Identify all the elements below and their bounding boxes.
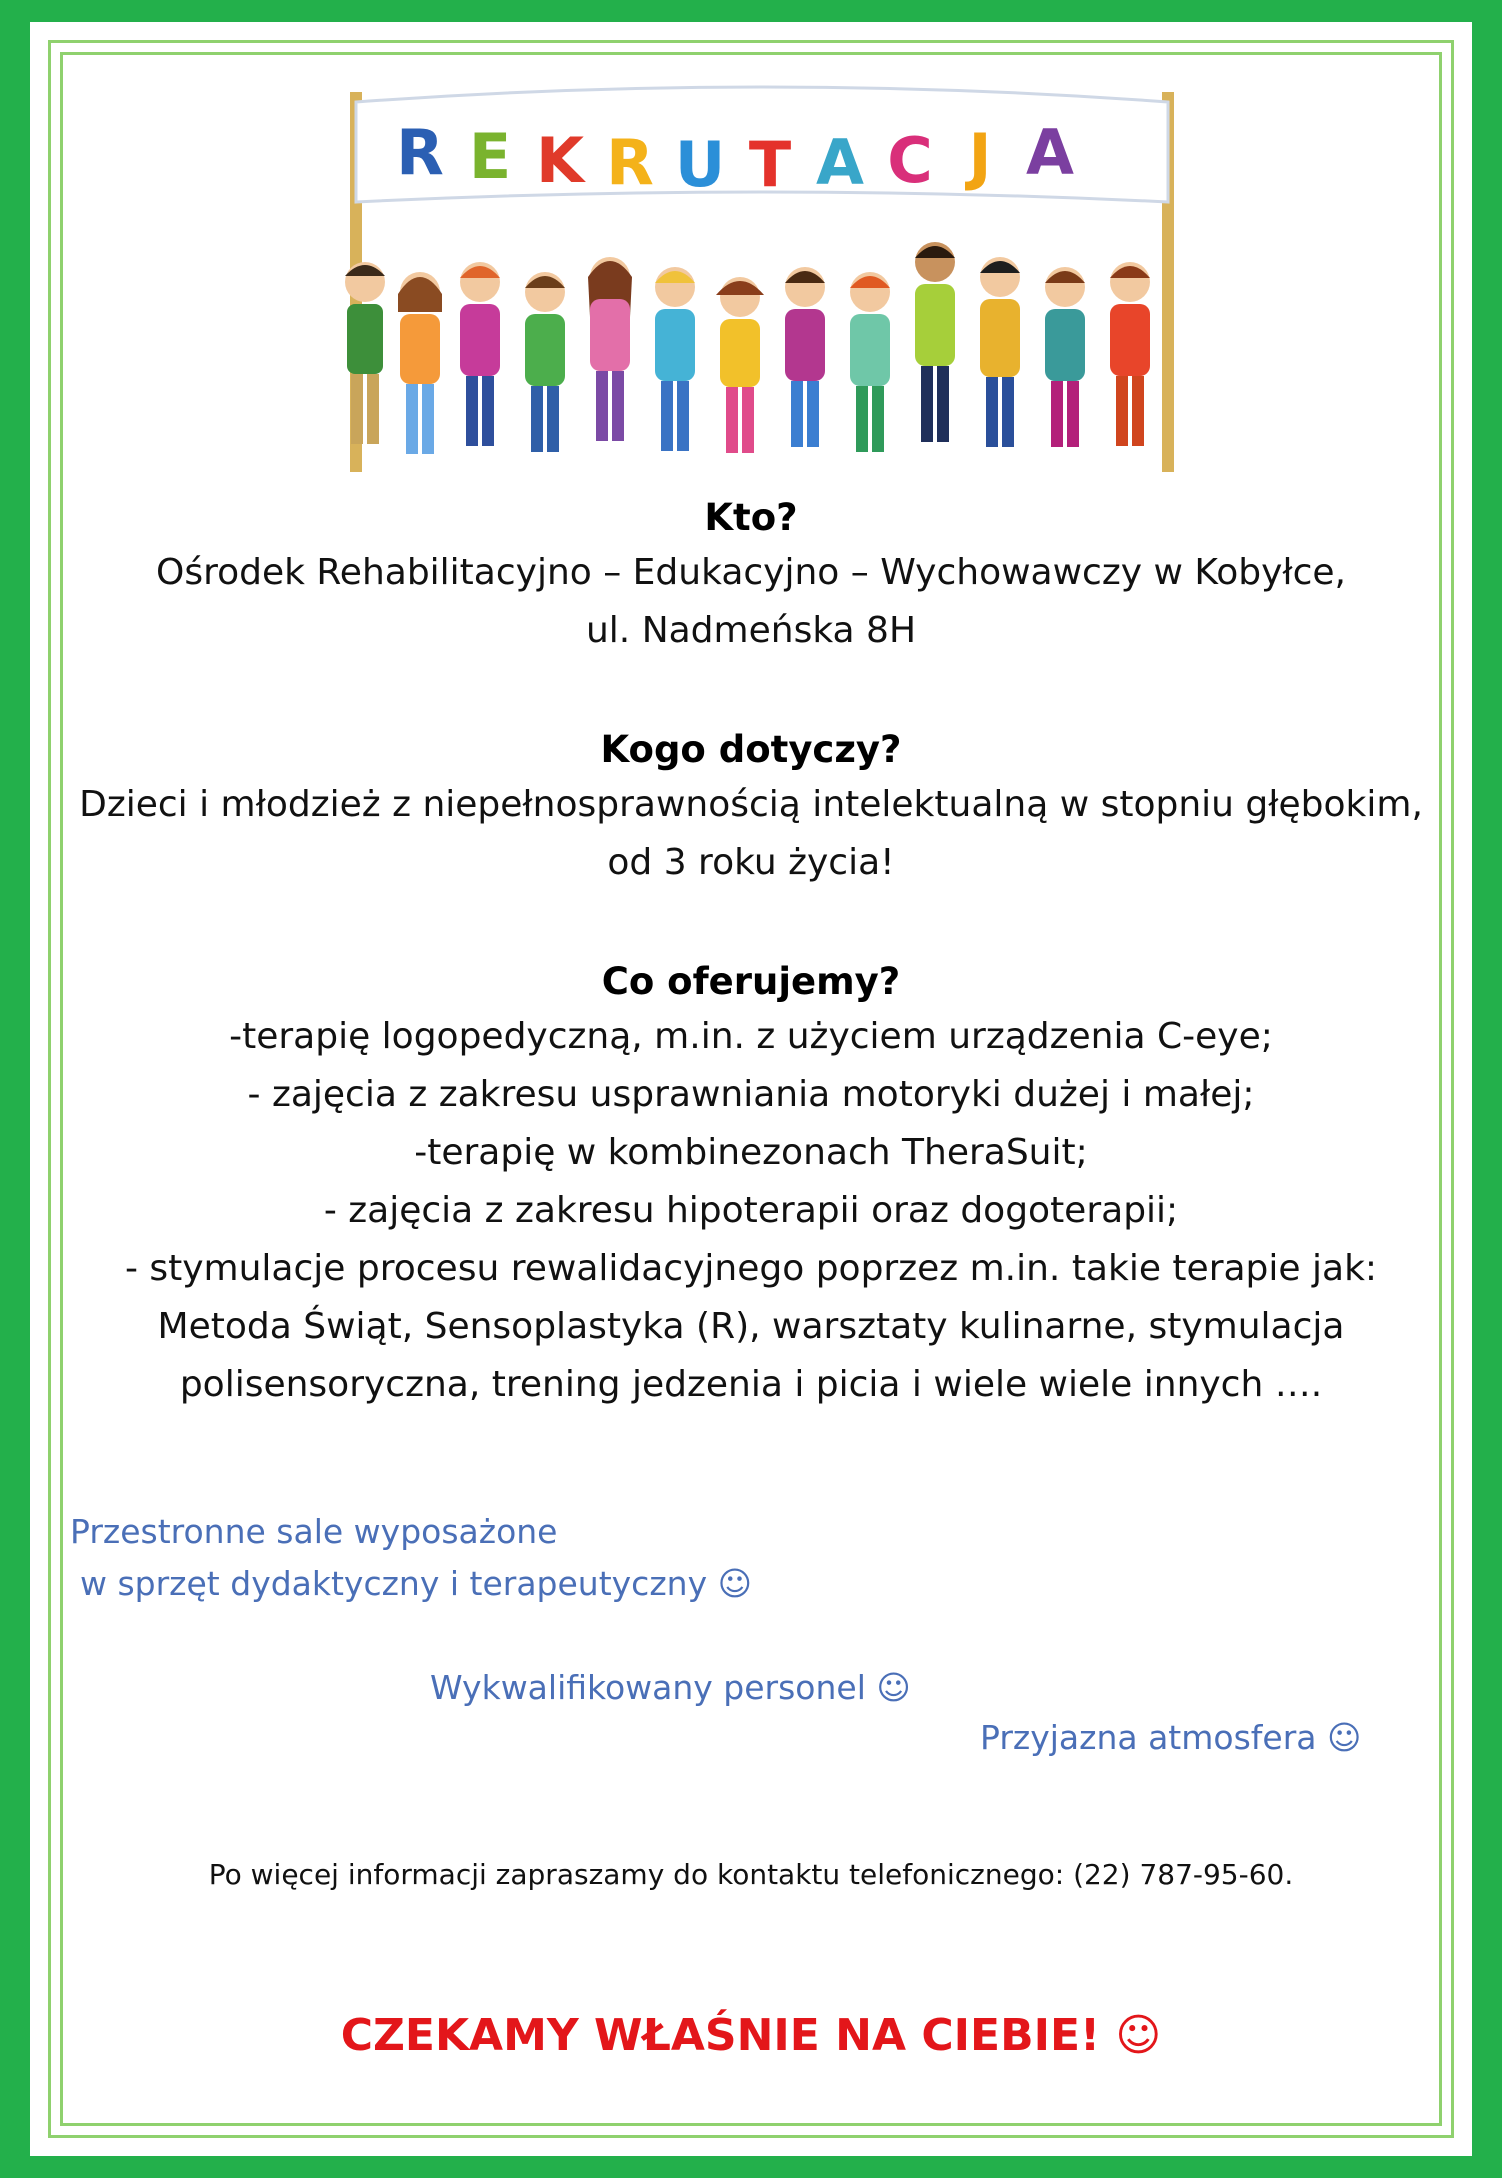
contact-info: Po więcej informacji zapraszamy do kontaktu telefonicznego: (22) 787-95-60. [208,1858,1294,1891]
banner-letter: R [606,126,654,199]
banner-letter: J [968,120,992,193]
banner-letter: U [674,128,726,201]
feature-rooms-line-1: Przestronne sale wyposażone [70,1512,558,1551]
banner-letter: K [535,124,585,197]
feature-rooms-line-2: w sprzęt dydaktyczny i terapeutyczny ☺ [80,1564,752,1603]
offer-heading: Co oferujemy? [601,960,901,1003]
who-line-2: ul. Nadmeńska 8H [585,610,917,651]
banner-letter: R [396,116,444,189]
target-line-2: od 3 roku życia! [607,842,895,883]
banner-letter: E [468,120,512,193]
offer-line: - stymulacje procesu rewalidacyjnego poprzez m.in. takie terapie jak: [124,1248,1378,1289]
offer-line: -terapię w kombinezonach TheraSuit; [414,1132,1088,1173]
children-group-illustration [290,82,1234,492]
flyer-page [30,22,1472,2156]
target-heading: Kogo dotyczy? [600,728,902,771]
banner-letter: C [887,124,933,197]
feature-staff: Wykwalifikowany personel ☺ [430,1668,911,1707]
banner-letter: A [1026,116,1074,189]
offer-line: -terapię logopedyczną, m.in. z użyciem urządzenia C-eye; [229,1016,1273,1057]
who-heading: Kto? [704,496,798,539]
banner-letter: T [748,128,792,201]
recruitment-banner [290,82,1234,492]
offer-line: - zajęcia z zakresu hipoterapii oraz dogoterapii; [323,1190,1179,1231]
who-line-1: Ośrodek Rehabilitacyjno – Edukacyjno – Wychowawczy w Kobyłce, [155,552,1346,593]
feature-atmosphere: Przyjazna atmosfera ☺ [980,1718,1362,1757]
target-line-1: Dzieci i młodzież z niepełnosprawnością intelektualną w stopniu głębokim, [79,784,1423,825]
closing-slogan: CZEKAMY WŁAŚNIE NA CIEBIE! ☺ [340,2010,1162,2061]
offer-line: Metoda Świąt, Sensoplastyka (R), warsztaty kulinarne, stymulacja [157,1306,1345,1347]
banner-letter: A [816,126,864,199]
children-row [345,242,1150,454]
offer-line: - zajęcia z zakresu usprawniania motoryki dużej i małej; [247,1074,1255,1115]
offer-line: polisensoryczna, trening jedzenia i picia i wiele wiele innych …. [179,1364,1323,1405]
